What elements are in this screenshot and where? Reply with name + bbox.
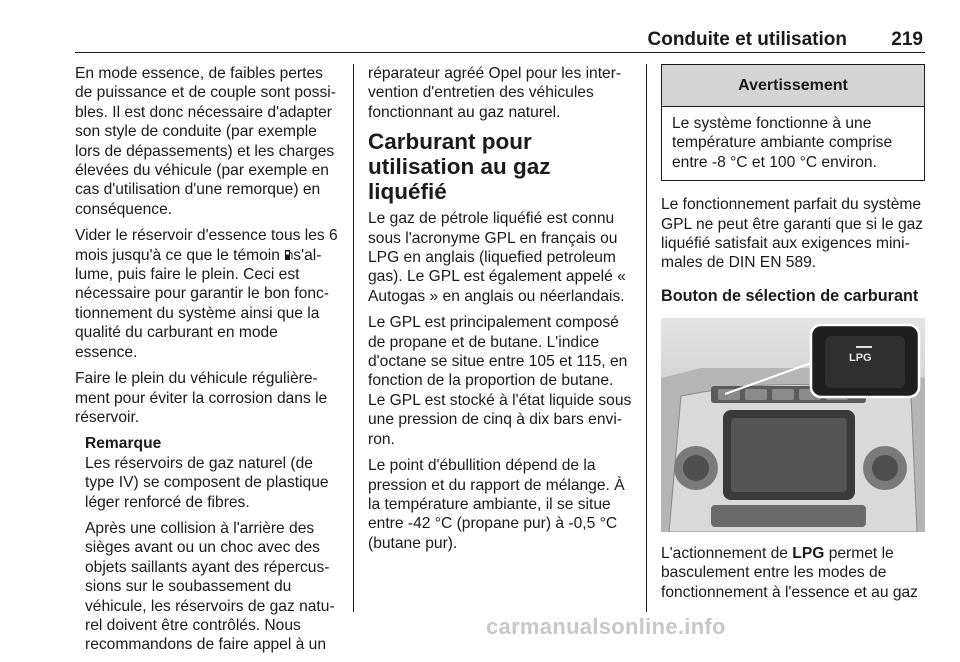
remark-note [85, 434, 343, 654]
section-heading: Carburant pour utilisation au gaz liquéfié [368, 129, 551, 205]
paragraph: Faire le plein du véhicule régulièrement pour éviter la corrosion dans le réservoir. [75, 370, 328, 426]
column-2 [368, 64, 634, 560]
paragraph-part: Vider le réservoir d'essence tous les 6 mois jusqu'à ce que le témoin [75, 227, 338, 264]
page-number: 219 [891, 29, 923, 50]
watermark: carmanualsonline.info [486, 614, 726, 639]
remark-title: Remarque [85, 435, 162, 453]
paragraph: Le gaz de pétrole liquéfié est connu sous l'acronyme GPL en français ou LPG en anglais (liquefied petroleum gas). Le GPL est également appelé « Autogas » en anglais ou néerlandais. [368, 210, 626, 305]
lpg-label: LPG [792, 544, 825, 562]
paragraph: réparateur agréé Opel pour les intervention d'entretien des véhicules fonctionnant au gaz naturel. [368, 65, 622, 121]
subsection-heading: Bouton de sélection de carburant [661, 286, 919, 305]
column-divider [646, 64, 647, 612]
lpg-button-label: LPG [849, 351, 872, 364]
column-3 [661, 64, 925, 609]
paragraph: Les réservoirs de gaz naturel (de type IV) se composent de plastique léger renforcé de fibres. [85, 454, 329, 511]
column-1 [75, 64, 343, 662]
fuel-selector-photo [661, 318, 925, 532]
paragraph-part: s'allume, puis faire le plein. Ceci est nécessaire pour garantir le bon fonctionnement du système ainsi que la qualité du carburant en mode essence. [75, 246, 329, 361]
chapter-title: Conduite et utilisation [647, 29, 847, 50]
paragraph [75, 226, 343, 362]
paragraph: Le fonctionnement parfait du système GPL ne peut être garanti que si le gaz liquéfié satisfait aux exigences minimales de DIN EN 589. [661, 196, 924, 272]
paragraph: Après une collision à l'arrière des sièges avant ou un choc avec des objets saillants ayant des répercussions sur le soubassement du véhicule, les réservoirs de gaz naturel doivent être contrôlés. Nous recommandons de faire appel à un [85, 519, 335, 654]
column-divider [353, 64, 354, 612]
paragraph: Le point d'ébullition dépend de la pression et du rapport de mélange. À la température ambiante, il se situe entre -42 °C (propane pur) à -0,5 °C (butane pur). [368, 457, 625, 552]
paragraph-part: L'actionnement de [661, 544, 788, 562]
warning-text: Le système fonctionne à une température ambiante comprise entre -8 °C et 100 °C environ. [672, 115, 893, 171]
paragraph [661, 544, 925, 602]
page-header [75, 26, 925, 53]
warning-title: Avertissement [662, 65, 924, 107]
paragraph-part: permet le basculement entre les modes de fonctionnement à l'essence et au gaz [661, 544, 918, 601]
paragraph: En mode essence, de faibles pertes de puissance et de couple sont possibles. Il est donc nécessaire d'adapter son style de conduite (par exemple lors de dépassements) et les charges élevées du véhicule (par exemple en cas d'utilisation d'une remorque) en conséquence. [75, 65, 336, 218]
fuel-pump-icon [284, 249, 293, 261]
paragraph: Le GPL est principalement composé de propane et de butane. L'indice d'octane se situe entre 105 et 115, en fonction de la proportion de butane. Le GPL est stocké à l'état liquide sous une pression de cinq à dix bars environ. [368, 314, 632, 448]
warning-box [661, 64, 925, 181]
dashboard-illustration [661, 318, 925, 532]
